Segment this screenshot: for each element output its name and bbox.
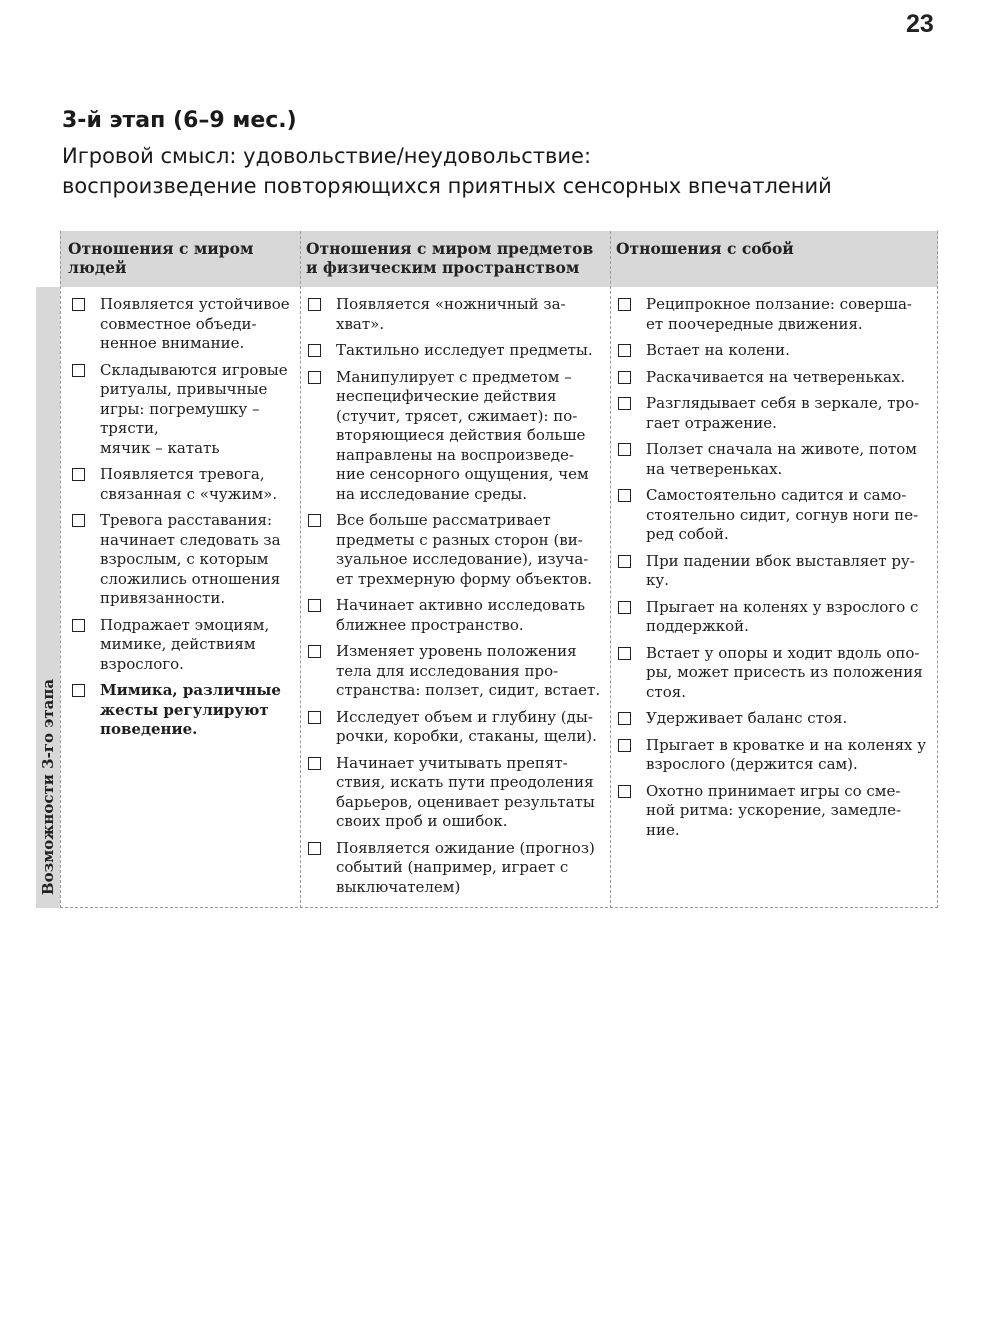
checklist-item [70, 361, 300, 459]
column-header-people [68, 239, 296, 277]
checklist-item-text: стоя. [646, 682, 686, 701]
checklist-item-text: событий (например, играет с [336, 858, 569, 876]
checklist-item-text: ку. [646, 571, 669, 589]
checklist-item-text: совместное объеди- [100, 314, 257, 333]
checklist-item-text: Самостоятельно садится и само- [646, 486, 907, 504]
column-self-items [616, 295, 936, 847]
page-number: 23 [906, 10, 934, 38]
checklist-item [306, 368, 610, 505]
checklist-item-text: хват». [336, 314, 385, 333]
checklist-item-text: неспецифические действия [336, 387, 557, 405]
checkbox[interactable] [618, 647, 631, 660]
column-header-line: и физическим пространством [306, 258, 580, 277]
checklist-item-text: Появляется устойчивое [100, 295, 290, 313]
checkbox[interactable] [618, 601, 631, 614]
checklist-item [306, 511, 610, 589]
checklist-item-text: своих проб и ошибок. [336, 812, 508, 830]
checkbox[interactable] [618, 712, 631, 725]
checklist-item-text: направлены на воспроизведе- [336, 445, 574, 464]
checkbox[interactable] [308, 645, 321, 658]
checklist-item-text: барьеров, оценивает результаты [336, 792, 595, 811]
checklist-item [306, 754, 610, 832]
checklist-item-text: связанная с «чужим». [100, 484, 278, 503]
column-people-items [70, 295, 300, 747]
column-header-self [616, 239, 926, 258]
checkbox[interactable] [72, 514, 85, 527]
checkbox[interactable] [618, 555, 631, 568]
checklist-item-text: ры, может присесть из положения [646, 663, 923, 681]
checklist-item-text: Встает на колени. [646, 341, 790, 359]
column-divider [300, 231, 301, 908]
checklist-item-text: Подражает эмоциям, [100, 615, 270, 634]
subtitle-line: Игровой смысл: удовольствие/неудовольствие: [62, 144, 592, 168]
checklist-item [616, 486, 936, 545]
checklist-item [70, 465, 300, 504]
checklist-item [616, 341, 936, 361]
checklist-item-text: Реципрокное ползание: соверша- [646, 295, 912, 313]
checklist-item [70, 511, 300, 609]
checklist-item-text: вторяющиеся действия больше [336, 426, 586, 444]
checklist-item-text: зуальное исследование), изуча- [336, 550, 589, 568]
checkbox[interactable] [618, 785, 631, 798]
checklist-item-text: Охотно принимает игры со сме- [646, 781, 901, 800]
checklist-item-text: Встает у опоры и ходит вдоль опо- [646, 643, 920, 662]
checklist-item-text: Разглядывает себя в зеркале, тро- [646, 394, 920, 412]
checklist-item-text: привязанности. [100, 589, 226, 607]
checklist-item-text: ред собой. [646, 525, 729, 543]
checklist-item [616, 736, 936, 775]
checklist-item-text: Появляется ожидание (прогноз) [336, 838, 595, 857]
checklist-item-text: ет трехмерную форму объектов. [336, 569, 593, 588]
checklist-item [616, 709, 936, 729]
checklist-item-text: взрослого. [100, 654, 184, 673]
checklist-item [616, 440, 936, 479]
checklist-item-text: ние. [646, 820, 680, 839]
checkbox[interactable] [308, 599, 321, 612]
checklist-item [616, 295, 936, 334]
checklist-item [70, 295, 300, 354]
subtitle [62, 141, 832, 201]
checklist-item [70, 681, 300, 740]
checkbox[interactable] [72, 619, 85, 632]
checklist-item [306, 642, 610, 701]
checklist-item-text: Тактильно исследует предметы. [336, 341, 593, 359]
checklist-item-text: (стучит, трясет, сжимает): по- [336, 406, 578, 425]
column-header-line: Отношения с миром [68, 239, 254, 258]
checklist-item-text: Начинает активно исследовать [336, 596, 586, 614]
checkbox[interactable] [308, 298, 321, 311]
checklist-item-text: Тревога расставания: [100, 511, 273, 529]
checklist-item-text: Раскачивается на четвереньках. [646, 367, 906, 386]
checklist-item [306, 596, 610, 635]
subtitle-line: воспроизведение повторяющихся приятных сенсорных впечатлений [62, 174, 832, 198]
checklist-item [616, 782, 936, 841]
checklist-item-text: Все больше рассматривает [336, 511, 551, 529]
checklist-item-text: мимике, действиям [100, 635, 256, 653]
column-header-line: Отношения с миром предметов [306, 239, 594, 258]
checklist-item-text: на исследование среды. [336, 484, 528, 503]
checklist-item [306, 708, 610, 747]
checkbox[interactable] [618, 739, 631, 752]
checklist-item-text: ненное внимание. [100, 334, 245, 352]
checklist-item-text: начинает следовать за [100, 530, 281, 549]
checklist-item-text: предметы с разных сторон (ви- [336, 530, 583, 549]
checklist-item [616, 552, 936, 591]
checkbox[interactable] [618, 298, 631, 311]
column-header-line: Отношения с собой [616, 239, 794, 258]
checkbox[interactable] [618, 371, 631, 384]
checkbox[interactable] [618, 397, 631, 410]
column-header-line: людей [68, 258, 127, 277]
side-label-band [36, 287, 60, 908]
checklist-item-text: Удерживает баланс стоя. [646, 709, 848, 727]
checklist-item-text: ной ритма: ускорение, замедле- [646, 801, 902, 819]
column-header-objects [306, 239, 606, 277]
checklist-item-text: мячик – катать [100, 438, 220, 457]
checklist-item-text: ствия, искать пути преодоления [336, 773, 594, 791]
checklist-item [616, 394, 936, 433]
checkbox[interactable] [618, 344, 631, 357]
checkbox[interactable] [308, 757, 321, 770]
checklist-item-text: сложились отношения [100, 569, 281, 588]
checklist-item-text: выключателем) [336, 877, 461, 896]
stage-title: 3-й этап (6–9 мес.) [62, 108, 297, 133]
checklist-item-text: гает отражение. [646, 413, 777, 432]
column-objects-items [306, 295, 610, 904]
checklist-item-text: Складываются игровые [100, 360, 288, 379]
checklist-item [306, 295, 610, 334]
checkbox[interactable] [308, 711, 321, 724]
checkbox[interactable] [308, 371, 321, 384]
checklist-item-text: Появляется тревога, [100, 465, 265, 483]
checkbox[interactable] [308, 344, 321, 357]
checklist-item-text: Манипулирует с предметом – [336, 367, 572, 386]
checklist-item-text: взрослым, с которым [100, 550, 269, 568]
side-label: Возможности 3-го этапа [39, 678, 57, 896]
checklist-item-text: Ползет сначала на животе, потом [646, 440, 917, 458]
checkbox[interactable] [308, 514, 321, 527]
checklist-item-text: на четвереньках. [646, 459, 783, 478]
checklist-item-text: Начинает учитывать препят- [336, 753, 568, 772]
checkbox[interactable] [618, 443, 631, 456]
checklist-item-text: Исследует объем и глубину (ды- [336, 707, 593, 726]
checklist-item-text: ние сенсорного ощущения, чем [336, 465, 589, 483]
checklist-table [36, 231, 938, 908]
checklist-item-text: рочки, коробки, стаканы, щели). [336, 727, 597, 745]
checklist-item-text: странства: ползет, сидит, встает. [336, 681, 601, 699]
checkbox[interactable] [308, 842, 321, 855]
table-right-border [937, 231, 938, 908]
column-divider [610, 231, 611, 908]
checklist-item-text: Прыгает в кроватке и на коленях у [646, 735, 927, 754]
checkbox[interactable] [618, 489, 631, 502]
checklist-item [306, 341, 610, 361]
table-bottom-border [60, 907, 938, 908]
checklist-item-text: Прыгает на коленях у взрослого с [646, 597, 919, 616]
checklist-item-text: жесты регулируют [100, 700, 269, 719]
checklist-item-text: взрослого (держится сам). [646, 755, 858, 773]
checklist-item [306, 839, 610, 898]
checklist-item-text: ет поочередные движения. [646, 314, 863, 333]
checkbox[interactable] [72, 298, 85, 311]
checklist-item-text: поддержкой. [646, 617, 749, 635]
checklist-item [616, 598, 936, 637]
checklist-item-text: поведение. [100, 720, 198, 738]
checklist-item-text: трясти, [100, 419, 159, 437]
checklist-item [70, 616, 300, 675]
checklist-item-text: Появляется «ножничный за- [336, 295, 566, 313]
checklist-item-text: ритуалы, привычные [100, 380, 268, 398]
checklist-item [616, 644, 936, 703]
checkbox[interactable] [72, 364, 85, 377]
checklist-item-text: игры: погремушку – [100, 399, 260, 418]
checklist-item-text: Изменяет уровень положения [336, 642, 577, 660]
checklist-item-text: ближнее пространство. [336, 615, 524, 634]
checkbox[interactable] [72, 468, 85, 481]
checkbox[interactable] [72, 684, 85, 697]
checklist-item-text: Мимика, различные [100, 681, 281, 699]
column-divider [60, 231, 61, 908]
checklist-item [616, 368, 936, 388]
checklist-item-text: тела для исследования про- [336, 661, 559, 680]
checklist-item-text: стоятельно сидит, согнув ноги пе- [646, 505, 919, 524]
checklist-item-text: При падении вбок выставляет ру- [646, 551, 915, 570]
